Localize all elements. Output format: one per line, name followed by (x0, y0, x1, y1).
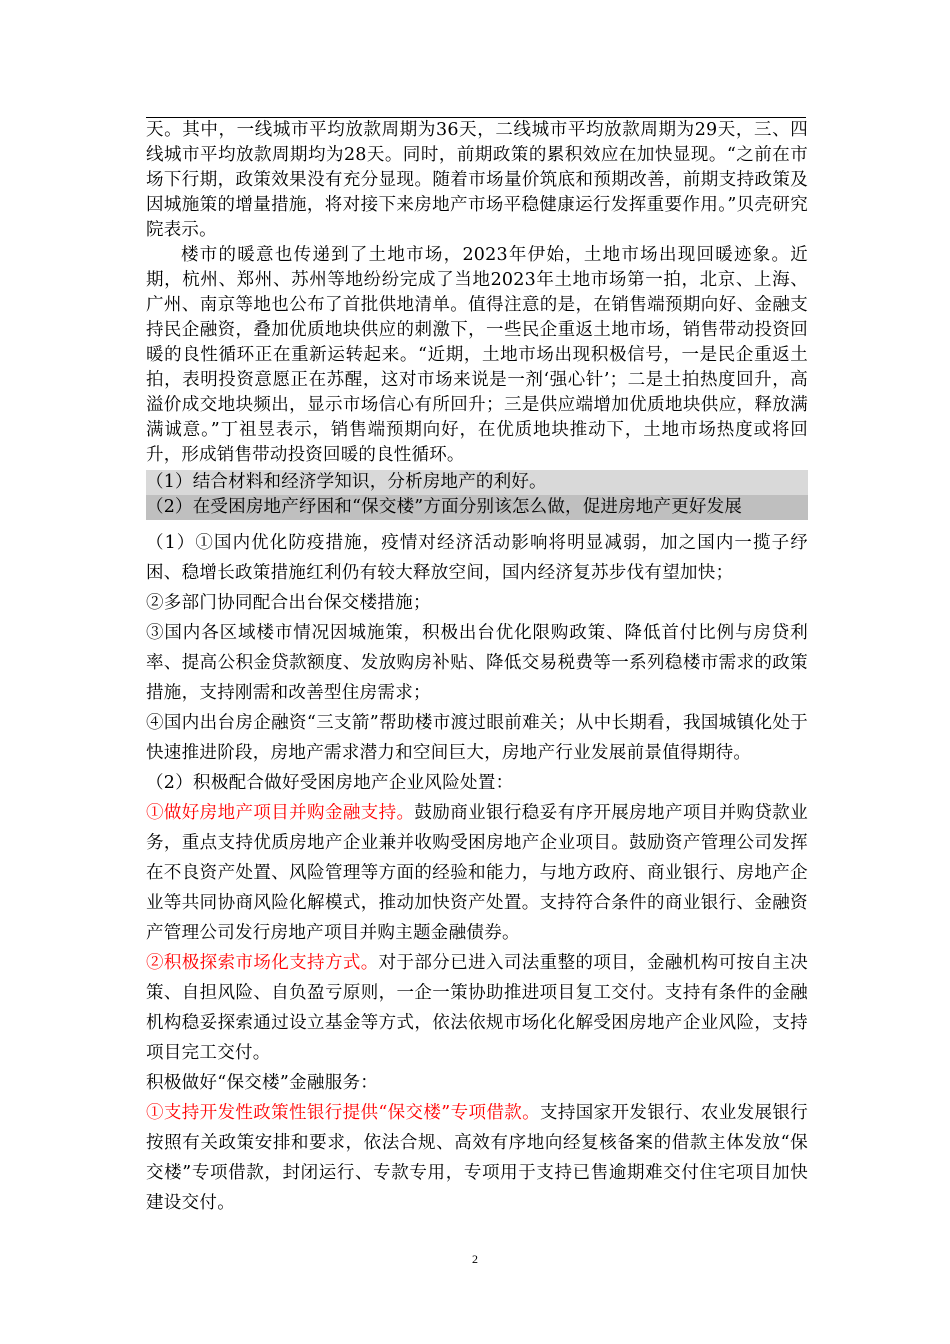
answer-1-point-1: （1）①国内优化防疫措施，疫情对经济活动影响将明显减弱，加之国内一揽子纾困、稳增长政策措施红利仍有较大释放空间，国内经济复苏步伐有望加快； (146, 533, 808, 583)
answer-section (146, 528, 808, 1218)
answer-2-point-1-highlight: ①做好房地产项目并购金融支持。 (146, 803, 415, 823)
answer-1-point-3: ③国内各区域楼市情况因城施策，积极出台优化限购政策、降低首付比例与房贷利率、提高公积金贷款额度、发放购房补贴、降低交易税费等一系列稳楼市需求的政策措施，支持刚需和改善型住房需求； (146, 623, 808, 703)
answer-2-point-2-text: 对于部分已进入司法重整的项目，金融机构可按自主决策、自担风险、自负盈亏原则，一企一策协助推进项目复工交付。支持有条件的金融机构稳妥探索通过设立基金等方式，依法依规市场化化解受困房地产企业风险，支持项目完工交付。 (146, 953, 808, 1063)
answer-2-point-3-highlight: ①支持开发性政策性银行提供“保交楼”专项借款。 (146, 1103, 540, 1123)
passage-paragraph-1: 天。其中，一线城市平均放款周期为36天，二线城市平均放款周期为29天，三、四线城市平均放款周期均为28天。同时，前期政策的累积效应在加快显现。“之前在市场下行期，政策效果没有充分显现。随着市场量价筑底和预期改善，前期支持政策及因城施策的增量措施，将对接下来房地产市场平稳健康运行发挥重要作用。”贝壳研究院表示。 (146, 120, 808, 240)
answer-2-point-2-highlight: ②积极探索市场化支持方式。 (146, 953, 379, 973)
page-number: 2 (472, 1252, 478, 1266)
question-2: （2）在受困房地产纾困和“保交楼”方面分别该怎么做，促进房地产更好发展 (146, 495, 808, 520)
answer-2-point-1 (146, 798, 808, 948)
answer-2-point-3 (146, 1098, 808, 1218)
answer-2-point-1-text: 鼓励商业银行稳妥有序开展房地产项目并购贷款业务，重点支持优质房地产企业兼并收购受困房地产企业项目。鼓励资产管理公司发挥在不良资产处置、风险管理等方面的经验和能力，与地方政府、商业银行、房地产企业等共同协商风险化解模式，推动加快资产处置。支持符合条件的商业银行、金融资产管理公司发行房地产项目并购主题金融债券。 (146, 803, 808, 943)
answer-1-point-4: ④国内出台房企融资“三支箭”帮助楼市渡过眼前难关；从中长期看，我国城镇化处于快速推进阶段，房地产需求潜力和空间巨大，房地产行业发展前景值得期待。 (146, 713, 808, 763)
answer-2-subheading: 积极做好“保交楼”金融服务： (146, 1073, 379, 1093)
answer-2-point-2 (146, 948, 808, 1068)
answer-1-point-2: ②多部门协同配合出台保交楼措施； (146, 593, 431, 613)
question-1: （1）结合材料和经济学知识，分析房地产的利好。 (146, 470, 808, 495)
answer-2-point-3-text: 支持国家开发银行、农业发展银行按照有关政策安排和要求，依法合规、高效有序地向经复核备案的借款主体发放“保交楼”专项借款，封闭运行、专款专用，专项用于支持已售逾期难交付住宅项目加快建设交付。 (146, 1103, 809, 1213)
answer-2-heading: （2）积极配合做好受困房地产企业风险处置： (146, 773, 514, 793)
page-content (146, 118, 808, 1218)
passage-paragraph-2: 楼市的暖意也传递到了土地市场，2023年伊始，土地市场出现回暖迹象。近期，杭州、郑州、苏州等地纷纷完成了当地2023年土地市场第一拍，北京、上海、广州、南京等地也公布了首批供地清单。值得注意的是，在销售端预期向好、金融支持民企融资，叠加优质地块供应的刺激下，一些民企重返土地市场，销售带动投资回暖的良性循环正在重新运转起来。“近期，土地市场出现积极信号，一是民企重返土拍，表明投资意愿正在苏醒，这对市场来说是一剂‘强心针’；二是土拍热度回升，高溢价成交地块频出，显示市场信心有所回升；三是供应端增加优质地块供应，释放满满诚意。”丁祖昱表示，销售端预期向好，在优质地块推动下，土地市场热度或将回升，形成销售带动投资回暖的良性循环。 (146, 245, 808, 465)
